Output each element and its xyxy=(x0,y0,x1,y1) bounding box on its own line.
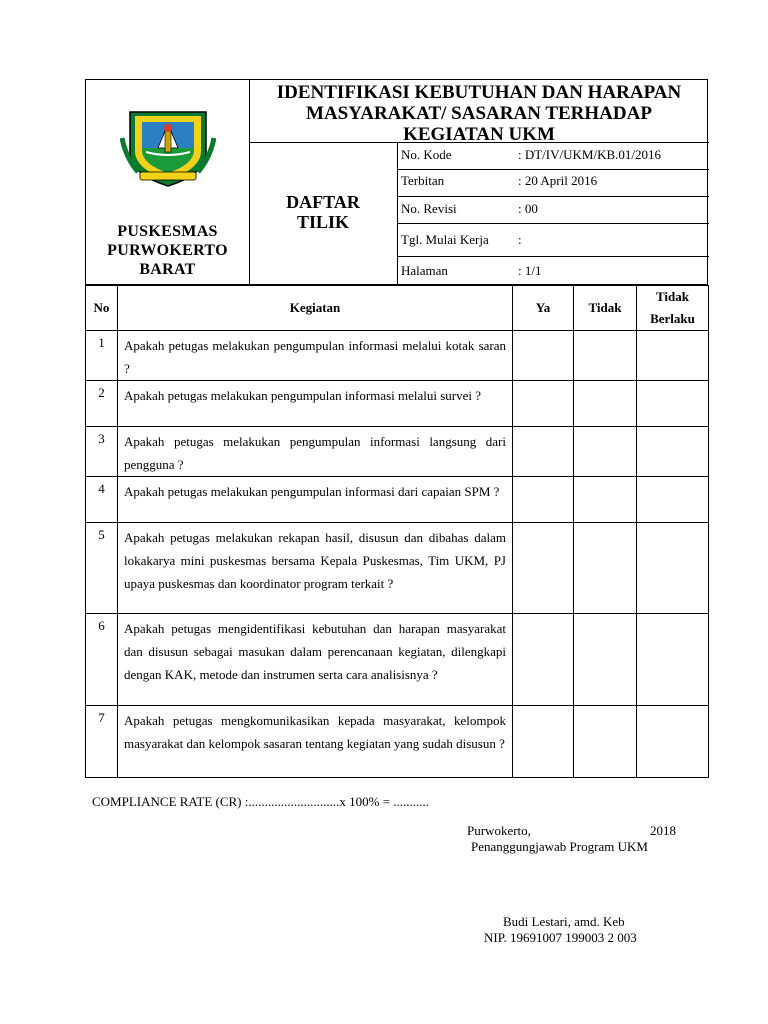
row-question: Apakah petugas melakukan pengumpulan informasi melalui kotak saran ? xyxy=(118,331,513,381)
document-type: DAFTAR TILIK xyxy=(286,192,360,232)
meta-value-tgl-mulai: : xyxy=(518,232,522,247)
meta-label-terbitan: Terbitan xyxy=(401,173,445,188)
checkbox-tidak[interactable] xyxy=(574,614,637,706)
row-question: Apakah petugas mengkomunikasikan kepada masyarakat, kelompok masyarakat dan kelompok sasaran tentang kegiatan yang sudah disusun ? xyxy=(118,706,513,778)
header-divider xyxy=(397,223,709,224)
meta-label-kode: No. Kode xyxy=(401,147,452,162)
meta-label-tgl-mulai: Tgl. Mulai Kerja xyxy=(401,232,489,247)
signature-role: Penanggungjawab Program UKM xyxy=(471,839,648,854)
meta-label-halaman: Halaman xyxy=(401,263,448,278)
row-number: 3 xyxy=(86,427,118,477)
col-header-tidak: Tidak xyxy=(574,286,637,331)
meta-value-revisi: : 00 xyxy=(518,201,538,216)
col-header-ya: Ya xyxy=(513,286,574,331)
meta-label-revisi: No. Revisi xyxy=(401,201,457,216)
signature-year: 2018 xyxy=(650,823,676,838)
checkbox-tidak[interactable] xyxy=(574,523,637,614)
checkbox-ya[interactable] xyxy=(513,706,574,778)
checkbox-ya[interactable] xyxy=(513,477,574,523)
checkbox-ya[interactable] xyxy=(513,331,574,381)
table-row xyxy=(86,331,709,381)
row-question: Apakah petugas melakukan pengumpulan informasi dari capaian SPM ? xyxy=(118,477,513,523)
checkbox-tidak-berlaku[interactable] xyxy=(637,477,709,523)
signature-place: Purwokerto, xyxy=(467,823,531,838)
row-number: 6 xyxy=(86,614,118,706)
row-number: 7 xyxy=(86,706,118,778)
table-row xyxy=(86,477,709,523)
col-header-tidak-berlaku-line2: Berlaku xyxy=(650,311,695,326)
checkbox-tidak[interactable] xyxy=(574,381,637,427)
checkbox-tidak[interactable] xyxy=(574,331,637,381)
col-header-tidak-berlaku-line1: Tidak xyxy=(655,289,689,304)
row-question: Apakah petugas melakukan pengumpulan informasi langsung dari pengguna ? xyxy=(118,427,513,477)
banyumas-regency-logo xyxy=(120,108,216,188)
checkbox-tidak-berlaku[interactable] xyxy=(637,381,709,427)
meta-value-terbitan: : 20 April 2016 xyxy=(518,173,598,188)
header-divider xyxy=(397,196,709,197)
table-row xyxy=(86,706,709,778)
header-divider xyxy=(397,142,398,286)
checkbox-tidak-berlaku[interactable] xyxy=(637,523,709,614)
checkbox-ya[interactable] xyxy=(513,427,574,477)
signatory-nip: NIP. 19691007 199003 2 003 xyxy=(484,930,637,945)
checkbox-tidak-berlaku[interactable] xyxy=(637,427,709,477)
table-row xyxy=(86,523,709,614)
meta-value-halaman: : 1/1 xyxy=(518,263,542,278)
header-divider xyxy=(397,169,709,170)
checkbox-ya[interactable] xyxy=(513,614,574,706)
document-title: IDENTIFIKASI KEBUTUHAN DAN HARAPAN MASYARAKAT/ SASARAN TERHADAP KEGIATAN UKM xyxy=(276,82,682,145)
col-header-tidak-berlaku xyxy=(637,286,709,331)
checkbox-ya[interactable] xyxy=(513,523,574,614)
organization-name: PUSKESMAS PURWOKERTO BARAT xyxy=(107,223,228,278)
table-header-row xyxy=(86,286,709,331)
row-number: 4 xyxy=(86,477,118,523)
checkbox-tidak[interactable] xyxy=(574,477,637,523)
header-divider xyxy=(397,256,709,257)
checklist-table xyxy=(85,285,709,778)
row-number: 5 xyxy=(86,523,118,614)
row-question: Apakah petugas mengidentifikasi kebutuhan dan harapan masyarakat dan disusun sebagai masukan dalam perencanaan kegiatan, dilengkapi dengan KAK, metode dan instrumen serta cara analisisnya ? xyxy=(118,614,513,706)
document-header xyxy=(85,79,708,285)
row-question: Apakah petugas melakukan pengumpulan informasi melalui survei ? xyxy=(118,381,513,427)
signatory-name: Budi Lestari, amd. Keb xyxy=(503,914,625,929)
checkbox-tidak[interactable] xyxy=(574,427,637,477)
col-header-kegiatan: Kegiatan xyxy=(118,286,513,331)
checkbox-tidak-berlaku[interactable] xyxy=(637,331,709,381)
row-number: 2 xyxy=(86,381,118,427)
row-number: 1 xyxy=(86,331,118,381)
table-row xyxy=(86,614,709,706)
compliance-rate-line: COMPLIANCE RATE (CR) :............................x 100% = ........... xyxy=(92,794,430,809)
checkbox-tidak-berlaku[interactable] xyxy=(637,706,709,778)
row-question: Apakah petugas melakukan rekapan hasil, disusun dan dibahas dalam lokakarya mini puskesmas bersama Kepala Puskesmas, Tim UKM, PJ upaya puskesmas dan koordinator program terkait ? xyxy=(118,523,513,614)
col-header-no: No xyxy=(86,286,118,331)
table-row xyxy=(86,381,709,427)
table-row xyxy=(86,427,709,477)
checkbox-tidak-berlaku[interactable] xyxy=(637,614,709,706)
checkbox-ya[interactable] xyxy=(513,381,574,427)
checkbox-tidak[interactable] xyxy=(574,706,637,778)
meta-value-kode: : DT/IV/UKM/KB.01/2016 xyxy=(518,147,661,162)
